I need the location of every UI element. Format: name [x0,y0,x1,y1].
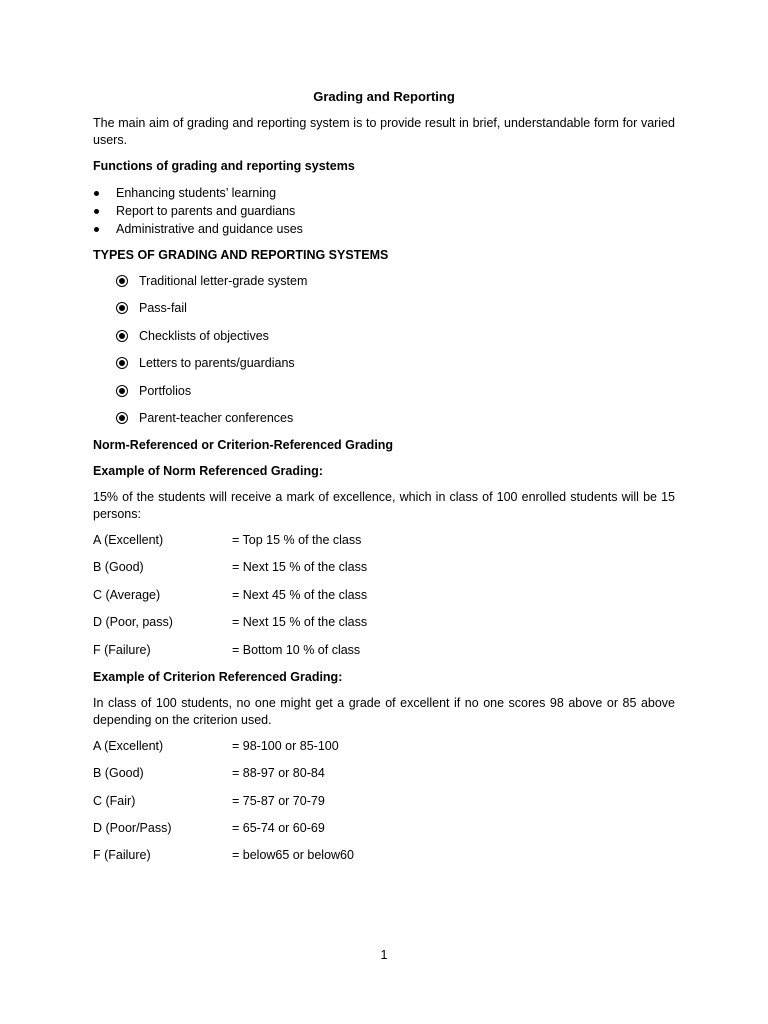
grade-rule: = below65 or below60 [232,848,354,863]
table-row [93,559,675,586]
radio-bullet-icon [116,275,128,287]
grade-label: A (Excellent) [93,738,164,753]
grade-label: A (Excellent) [93,532,164,547]
list-item [93,328,675,355]
list-item [93,410,675,428]
table-row [93,738,675,765]
grade-rule: = 88-97 or 80-84 [232,766,325,781]
list-item-text: Report to parents and guardians [116,204,296,218]
functions-list [93,184,675,238]
radio-bullet-icon [116,412,128,424]
criterion-example-heading: Example of Criterion Referenced Grading: [93,669,343,684]
list-item-text: Traditional letter-grade system [139,274,308,288]
grade-rule: = Next 15 % of the class [232,615,368,630]
list-item [93,300,675,327]
list-item-text: Pass-fail [139,301,187,316]
table-row [93,614,675,641]
grade-label: B (Good) [93,766,144,781]
list-item-text: Portfolios [139,383,192,398]
table-row [93,820,675,847]
types-heading: TYPES OF GRADING AND REPORTING SYSTEMS [93,248,389,262]
list-item [93,355,675,382]
grade-rule: = Next 15 % of the class [232,560,368,575]
norm-criterion-heading: Norm-Referenced or Criterion-Referenced Grading [93,437,394,452]
grade-label: C (Average) [93,587,161,602]
intro-paragraph: The main aim of grading and reporting system is to provide result in brief, understandable form for varied users. [93,116,675,147]
table-row [93,847,675,874]
list-item [93,202,675,220]
list-item [93,184,675,202]
bullet-icon [94,227,99,232]
grade-rule: = 98-100 or 85-100 [232,738,339,753]
grade-label: F (Failure) [93,848,151,863]
radio-bullet-icon [116,357,128,369]
criterion-grade-table [93,738,675,875]
radio-bullet-icon [116,302,128,314]
list-item [93,220,675,238]
norm-description: 15% of the students will receive a mark of excellence, which in class of 100 enrolled students will be 15 persons: [93,489,675,521]
types-list [93,273,675,428]
list-item-text: Administrative and guidance uses [116,222,303,236]
table-row [93,642,675,669]
grade-rule: = Bottom 10 % of class [232,642,361,657]
norm-grade-table [93,532,675,669]
radio-bullet-icon [116,330,128,342]
table-row [93,587,675,614]
page-title: Grading and Reporting [313,89,455,104]
radio-bullet-icon [116,385,128,397]
bullet-icon [94,209,99,214]
grade-rule: = Next 45 % of the class [232,587,368,602]
document-page [93,88,675,875]
grade-label: C (Fair) [93,793,136,808]
list-item-text: Parent-teacher conferences [139,410,294,425]
criterion-description: In class of 100 students, no one might get a grade of excellent if no one scores 98 above or 85 above depending on the criterion used. [93,695,675,727]
table-row [93,765,675,792]
norm-example-heading: Example of Norm Referenced Grading: [93,463,323,478]
grade-rule: = Top 15 % of the class [232,532,362,547]
grade-rule: = 65-74 or 60-69 [232,821,325,836]
grade-label: D (Poor, pass) [93,615,173,630]
grade-label: F (Failure) [93,642,151,657]
page-number: 1 [380,948,388,962]
list-item-text: Enhancing students’ learning [116,186,277,200]
grade-label: D (Poor/Pass) [93,821,172,836]
functions-heading: Functions of grading and reporting systems [93,159,355,173]
list-item-text: Checklists of objectives [139,328,269,343]
grade-rule: = 75-87 or 70-79 [232,793,325,808]
list-item [93,273,675,300]
grade-label: B (Good) [93,560,144,575]
list-item [93,383,675,410]
table-row [93,793,675,820]
table-row [93,532,675,559]
list-item-text: Letters to parents/guardians [139,356,295,371]
bullet-icon [94,191,99,196]
